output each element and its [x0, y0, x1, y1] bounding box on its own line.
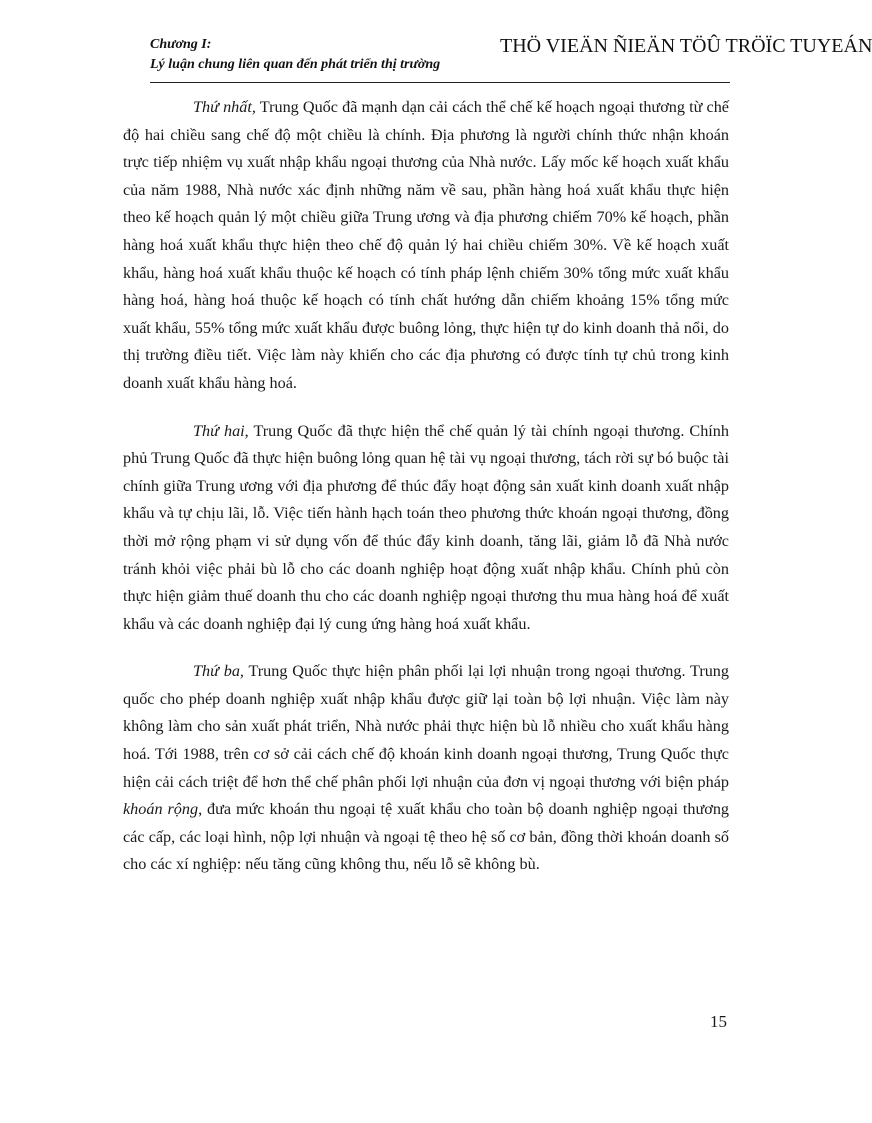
paragraph-emphasis: khoán rộng — [123, 800, 199, 819]
paragraph-lead: Thứ nhất, — [193, 98, 256, 116]
paragraph-lead: Thứ ba, — [193, 662, 244, 681]
header-divider — [150, 82, 730, 83]
paragraph-second — [123, 418, 729, 639]
library-watermark: THÖ VIEÄN ÑIEÄN TÖÛ TRÖÏC TUYEÁN — [500, 35, 872, 57]
page-body — [123, 94, 729, 899]
paragraph-text: , đưa mức khoán thu ngoại tệ xuất khẩu cho toàn bộ doanh nghiệp ngoại thương các cấp, các loại hình, nộp lợi nhuận và ngoại tệ theo hệ số cơ bản, đồng thời khoán doanh số cho các xí nghiệp: nếu tăng cũng không thu, nếu lỗ sẽ không bù. — [123, 800, 730, 874]
paragraph-text: , Trung Quốc đã thực hiện thể chế quản lý tài chính ngoại thương. Chính phủ Trung Quốc đã thực hiện buông lỏng quan hệ tài vụ ngoại thương, tách rời sự bó buộc tài chính giữa Trung ương với địa phương để thúc đẩy hoạt động sản xuất kinh doanh xuất nhập khẩu và tự chịu lãi, lỗ. Việc tiến hành hạch toán theo phương thức khoán ngoại thương, đồng thời mở rộng phạm vi sử dụng vốn để thúc đẩy kinh doanh, tăng lãi, giảm lỗ đã Nhà nước tránh khỏi việc phải bù lỗ cho các doanh nghiệp hoạt động xuất nhập khẩu. Chính phủ còn thực hiện giảm thuế doanh thu cho các doanh nghiệp ngoại thương thu mua hàng hoá để xuất khẩu và các doanh nghiệp đại lý cung ứng hàng hoá xuất khẩu. — [123, 421, 729, 633]
chapter-subtitle: Lý luận chung liên quan đến phát triển thị trường — [150, 57, 441, 72]
paragraph-lead: Thứ hai — [193, 421, 245, 440]
paragraph-text: Trung Quốc đã mạnh dạn cải cách thể chế kế hoạch ngoại thương từ chế độ hai chiều sang chế độ một chiều là chính. Địa phương là người chính thức nhận khoán trực tiếp nhiệm vụ xuất nhập khẩu ngoại thương của Nhà nước. Lấy mốc kế hoạch xuất khẩu của năm 1988, Nhà nước xác định những năm về sau, phần hàng hoá xuất khẩu thực hiện theo kế hoạch quản lý một chiều giữa Trung ương và địa phương chiếm 70% kế hoạch, phần hàng hoá xuất khẩu thực hiện theo chế độ quản lý hai chiều chiếm 30%. Về kế hoạch xuất khẩu, hàng hoá xuất khẩu thuộc kế hoạch có tính pháp lệnh chiếm 30% tổng mức xuất khẩu hàng hoá, hàng hoá thuộc kế hoạch có tính chất hướng dẫn chiếm khoảng 15% tổng mức xuất khẩu, 55% tổng mức xuất khẩu được buông lỏng, thực hiện tự do kinh doanh thả nổi, do thị trường điều tiết. Việc làm này khiến cho các địa phương có được tính tự chủ trong kinh doanh xuất khẩu hàng hoá. — [123, 98, 729, 392]
chapter-label: Chương I: — [150, 37, 212, 52]
paragraph-first — [123, 94, 729, 398]
page-number: 15 — [710, 1012, 727, 1031]
paragraph-text: Trung Quốc thực hiện phân phối lại lợi nhuận trong ngoại thương. Trung quốc cho phép doanh nghiệp xuất nhập khẩu được giữ lại toàn bộ lợi nhuận. Việc làm này không làm cho sản xuất phát triển, Nhà nước phải thực hiện bù lỗ nhiều cho xuất khẩu hàng hoá. Tới 1988, trên cơ sở cải cách chế độ khoán kinh doanh ngoại thương, Trung Quốc thực hiện cải cách triệt để hơn thể chế phân phối lợi nhuận của đơn vị ngoại thương với biện pháp — [123, 662, 729, 791]
paragraph-third — [123, 658, 729, 879]
page-header — [0, 0, 872, 90]
